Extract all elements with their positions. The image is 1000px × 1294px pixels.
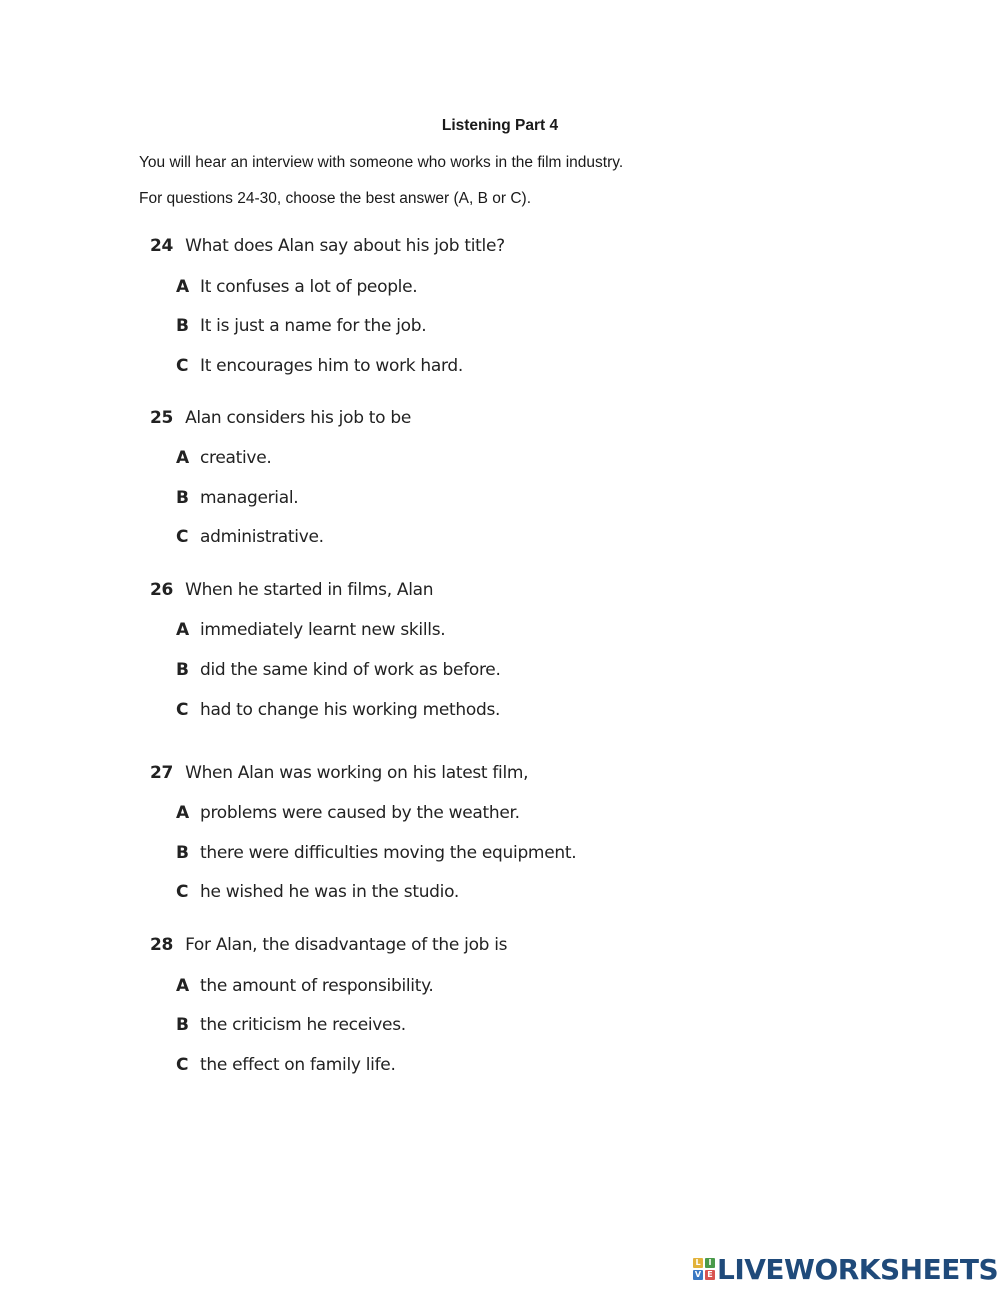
- question-26: [150, 580, 433, 600]
- option-letter: A: [176, 620, 189, 640]
- option-letter: B: [176, 1015, 189, 1035]
- option-28-c[interactable]: [176, 1055, 396, 1075]
- question-number: 28: [150, 935, 174, 955]
- question-number: 24: [150, 236, 174, 256]
- option-text: It encourages him to work hard.: [200, 356, 464, 376]
- option-text: there were difficulties moving the equipment.: [200, 843, 577, 863]
- question-27: [150, 763, 528, 783]
- option-28-a[interactable]: [176, 976, 434, 996]
- option-text: he wished he was in the studio.: [200, 882, 459, 902]
- liveworksheets-logo: [693, 1254, 998, 1284]
- question-text: When Alan was working on his latest film,: [185, 763, 529, 783]
- option-letter: C: [176, 1055, 189, 1075]
- question-28: [150, 935, 507, 955]
- logo-text: LIVEWORKSHEETS: [717, 1252, 999, 1286]
- option-27-a[interactable]: [176, 803, 520, 823]
- option-text: It is just a name for the job.: [200, 316, 427, 336]
- option-text: problems were caused by the weather.: [200, 803, 520, 823]
- option-25-c[interactable]: [176, 527, 324, 547]
- logo-mark-letter: L: [693, 1258, 703, 1268]
- option-text: managerial.: [200, 488, 299, 508]
- option-26-a[interactable]: [176, 620, 445, 640]
- option-26-b[interactable]: [176, 660, 501, 680]
- option-text: the amount of responsibility.: [200, 976, 434, 996]
- option-letter: A: [176, 277, 189, 297]
- option-28-b[interactable]: [176, 1015, 406, 1035]
- option-text: immediately learnt new skills.: [200, 620, 446, 640]
- option-letter: A: [176, 803, 189, 823]
- option-27-c[interactable]: [176, 882, 459, 902]
- question-25: [150, 408, 411, 428]
- option-26-c[interactable]: [176, 700, 500, 720]
- option-text: the criticism he receives.: [200, 1015, 406, 1035]
- page-title: Listening Part 4: [441, 117, 559, 134]
- option-letter: B: [176, 316, 189, 336]
- option-27-b[interactable]: [176, 843, 576, 863]
- option-letter: A: [176, 448, 189, 468]
- option-24-a[interactable]: [176, 277, 417, 297]
- question-text: When he started in films, Alan: [185, 580, 434, 600]
- option-letter: B: [176, 660, 189, 680]
- option-letter: B: [176, 488, 189, 508]
- option-letter: A: [176, 976, 189, 996]
- option-text: did the same kind of work as before.: [200, 660, 501, 680]
- option-letter: C: [176, 700, 189, 720]
- option-letter: C: [176, 527, 189, 547]
- option-text: It confuses a lot of people.: [200, 277, 418, 297]
- logo-mark-letter: V: [694, 1270, 702, 1279]
- intro-line-2: For questions 24-30, choose the best answer (A, B or C).: [139, 190, 531, 207]
- option-24-c[interactable]: [176, 356, 463, 376]
- logo-mark-icon: [693, 1258, 715, 1280]
- option-25-a[interactable]: [176, 448, 271, 468]
- option-letter: B: [176, 843, 189, 863]
- question-text: For Alan, the disadvantage of the job is: [185, 935, 508, 955]
- question-number: 26: [150, 580, 174, 600]
- question-24: [150, 236, 505, 256]
- option-letter: C: [176, 356, 189, 376]
- option-text: the effect on family life.: [200, 1055, 396, 1075]
- question-number: 27: [150, 763, 174, 783]
- question-text: Alan considers his job to be: [185, 408, 412, 428]
- logo-mark-letter: E: [705, 1270, 715, 1280]
- option-letter: C: [176, 882, 189, 902]
- option-text: creative.: [200, 448, 272, 468]
- option-text: had to change his working methods.: [200, 700, 501, 720]
- option-text: administrative.: [200, 527, 324, 547]
- question-text: What does Alan say about his job title?: [185, 236, 505, 256]
- question-number: 25: [150, 408, 174, 428]
- logo-mark-letter: I: [705, 1258, 715, 1268]
- option-25-b[interactable]: [176, 488, 298, 508]
- option-24-b[interactable]: [176, 316, 426, 336]
- intro-line-1: You will hear an interview with someone who works in the film industry.: [139, 154, 624, 171]
